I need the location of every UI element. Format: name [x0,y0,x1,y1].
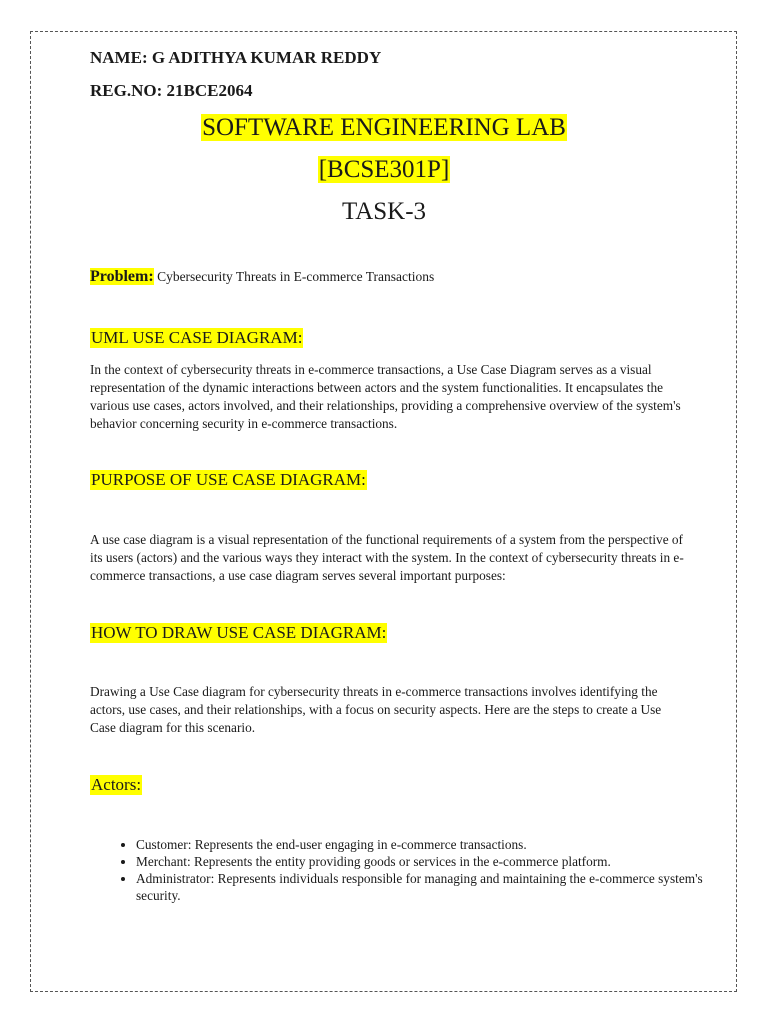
registration-number: REG.NO: 21BCE2064 [90,81,253,100]
student-name: NAME: G ADITHYA KUMAR REDDY [90,48,382,67]
actors-list [90,836,736,904]
purpose-heading: PURPOSE OF USE CASE DIAGRAM: [91,470,366,489]
purpose-paragraph: A use case diagram is a visual representation of the functional requirements of a system from the perspective of its users (actors) and the various ways they interact with the system. In the context of cybersecurity threats in e-commerce transactions, a use case diagram serves several important purposes: [90,532,684,583]
course-title: SOFTWARE ENGINEERING LAB [202,114,566,141]
actors-heading: Actors: [91,775,142,794]
course-title-line [0,114,768,142]
problem-text: Cybersecurity Threats in E-commerce Transactions [153,269,435,284]
course-code-line [0,156,768,184]
how-to-heading: HOW TO DRAW USE CASE DIAGRAM: [91,623,387,642]
list-item: • Customer: Represents the end-user engaging in e-commerce transactions. [136,836,736,853]
course-code: [BCSE301P] [318,156,450,183]
uml-paragraph: In the context of cybersecurity threats in e-commerce transactions, a Use Case Diagram serves as a visual representation of the dynamic interactions between actors and the system functionalities. It encapsulates the various use cases, actors involved, and their relationships, providing a comprehensive overview of the system's behavior concerning security in e-commerce transactions. [90,362,681,431]
list-item: • Merchant: Represents the entity providing goods or services in the e-commerce platform. [136,853,736,870]
problem-label: Problem: [90,268,154,285]
uml-heading: UML USE CASE DIAGRAM: [91,328,303,347]
problem-statement [90,268,434,286]
list-item: • Administrator: Represents individuals responsible for managing and maintaining the e-commerce system's security. [136,870,736,904]
how-to-paragraph: Drawing a Use Case diagram for cybersecurity threats in e-commerce transactions involves identifying the actors, use cases, and their relationships, with a focus on security aspects. Here are the steps to create a Use Case diagram for this scenario. [90,684,662,735]
task-title: TASK-3 [341,198,427,225]
